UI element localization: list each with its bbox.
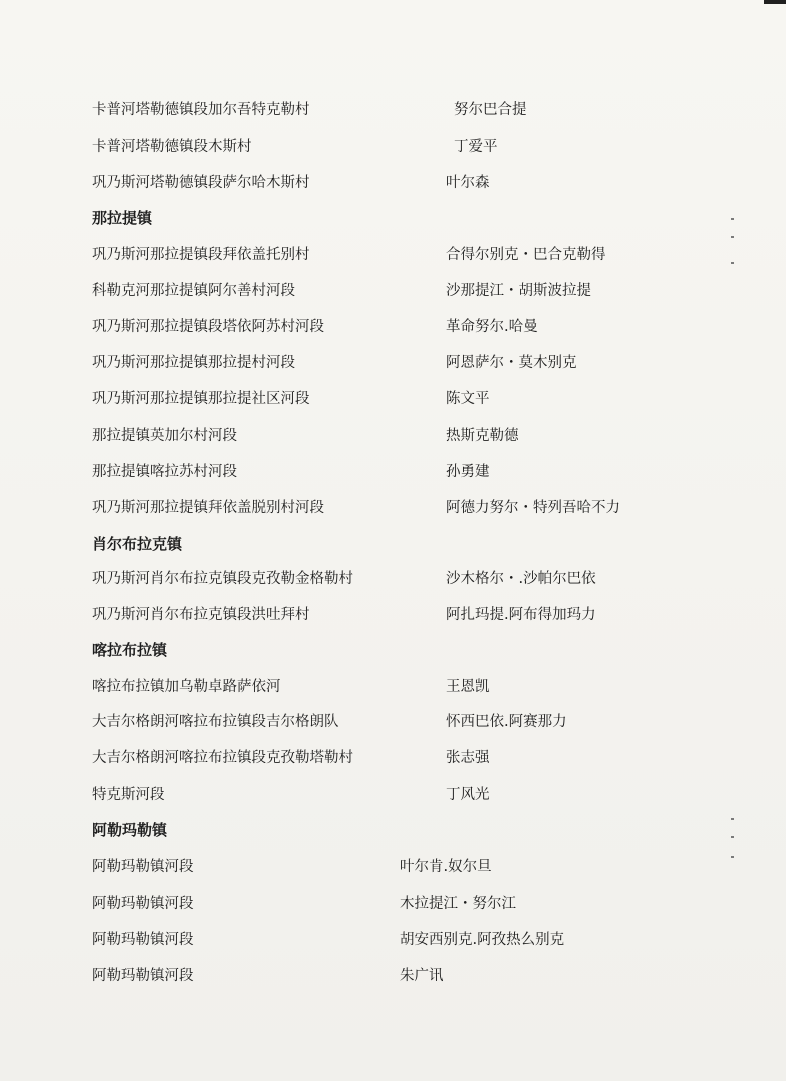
river-chief-name: 叶尔肯.奴尔旦 xyxy=(400,859,492,875)
river-section-name: 阿勒玛勒镇河段 xyxy=(92,896,194,912)
list-row xyxy=(0,892,786,916)
list-row xyxy=(0,675,786,699)
river-chief-name: 朱广讯 xyxy=(400,968,444,984)
river-section-name: 那拉提镇英加尔村河段 xyxy=(92,428,237,444)
river-section-name: 那拉提镇喀拉苏村河段 xyxy=(92,464,237,480)
river-chief-name: 革命努尔.哈曼 xyxy=(446,319,538,335)
river-chief-name: 丁爱平 xyxy=(454,139,498,155)
list-row xyxy=(0,279,786,303)
town-heading: 肖尔布拉克镇 xyxy=(92,535,183,553)
list-row xyxy=(0,496,786,520)
river-section-name: 特克斯河段 xyxy=(92,787,165,803)
list-row xyxy=(0,928,786,952)
river-chief-name: 沙木格尔・.沙帕尔巴依 xyxy=(446,571,596,587)
scan-edge-artifact xyxy=(764,0,786,4)
river-section-name: 巩乃斯河那拉提镇那拉提社区河段 xyxy=(92,391,310,407)
river-chief-name: 叶尔森 xyxy=(446,175,490,191)
river-chief-name: 张志强 xyxy=(446,750,490,766)
list-row xyxy=(0,746,786,770)
river-chief-name: 陈文平 xyxy=(446,391,490,407)
river-chief-name: 怀西巴依.阿赛那力 xyxy=(446,714,567,730)
list-row xyxy=(0,98,786,122)
list-row xyxy=(0,351,786,375)
list-row xyxy=(0,783,786,807)
town-heading: 那拉提镇 xyxy=(92,209,153,227)
river-section-name: 巩乃斯河那拉提镇段塔依阿苏村河段 xyxy=(92,319,324,335)
river-section-name: 巩乃斯河塔勒德镇段萨尔哈木斯村 xyxy=(92,175,310,191)
river-chief-name: 王恩凯 xyxy=(446,679,490,695)
river-section-name: 大吉尔格朗河喀拉布拉镇段克孜勒塔勒村 xyxy=(92,750,353,766)
river-chief-name: 丁风光 xyxy=(446,787,490,803)
margin-mark xyxy=(731,818,734,820)
river-chief-name: 阿德力努尔・特列吾哈不力 xyxy=(446,500,620,516)
list-row xyxy=(0,710,786,734)
river-chief-name: 孙勇建 xyxy=(446,464,490,480)
river-section-name: 巩乃斯河那拉提镇拜依盖脱别村河段 xyxy=(92,500,324,516)
river-section-name: 卡普河塔勒德镇段加尔吾特克勒村 xyxy=(92,102,310,118)
list-row xyxy=(0,135,786,159)
river-section-name: 卡普河塔勒德镇段木斯村 xyxy=(92,139,252,155)
river-section-name: 科勒克河那拉提镇阿尔善村河段 xyxy=(92,283,295,299)
margin-mark xyxy=(731,218,734,220)
river-section-name: 阿勒玛勒镇河段 xyxy=(92,859,194,875)
river-chief-name: 胡安西别克.阿孜热么别克 xyxy=(400,932,565,948)
river-section-name: 喀拉布拉镇加乌勒卓路萨依河 xyxy=(92,679,281,695)
river-section-name: 阿勒玛勒镇河段 xyxy=(92,968,194,984)
list-row xyxy=(0,855,786,879)
river-chief-name: 阿恩萨尔・莫木别克 xyxy=(446,355,577,371)
list-row xyxy=(0,243,786,267)
list-row xyxy=(0,460,786,484)
river-chief-name: 合得尔别克・巴合克勒得 xyxy=(446,247,606,263)
river-section-name: 巩乃斯河肖尔布拉克镇段洪吐拜村 xyxy=(92,607,310,623)
list-row xyxy=(0,387,786,411)
river-section-name: 阿勒玛勒镇河段 xyxy=(92,932,194,948)
river-chief-name: 热斯克勒德 xyxy=(446,428,519,444)
margin-mark xyxy=(731,236,734,238)
list-row xyxy=(0,171,786,195)
list-row xyxy=(0,315,786,339)
margin-mark xyxy=(731,836,734,838)
town-heading: 喀拉布拉镇 xyxy=(92,641,168,659)
town-heading: 阿勒玛勒镇 xyxy=(92,821,168,839)
river-section-name: 巩乃斯河那拉提镇那拉提村河段 xyxy=(92,355,295,371)
list-row xyxy=(0,424,786,448)
river-section-name: 巩乃斯河那拉提镇段拜依盖托别村 xyxy=(92,247,310,263)
river-chief-name: 努尔巴合提 xyxy=(454,102,527,118)
river-chief-name: 木拉提江・努尔江 xyxy=(400,896,516,912)
list-row xyxy=(0,567,786,591)
river-section-name: 巩乃斯河肖尔布拉克镇段克孜勒金格勒村 xyxy=(92,571,353,587)
list-row xyxy=(0,603,786,627)
list-row xyxy=(0,964,786,988)
river-chief-name: 沙那提江・胡斯波拉提 xyxy=(446,283,591,299)
river-chief-name: 阿扎玛提.阿布得加玛力 xyxy=(446,607,596,623)
river-section-name: 大吉尔格朗河喀拉布拉镇段吉尔格朗队 xyxy=(92,714,339,730)
